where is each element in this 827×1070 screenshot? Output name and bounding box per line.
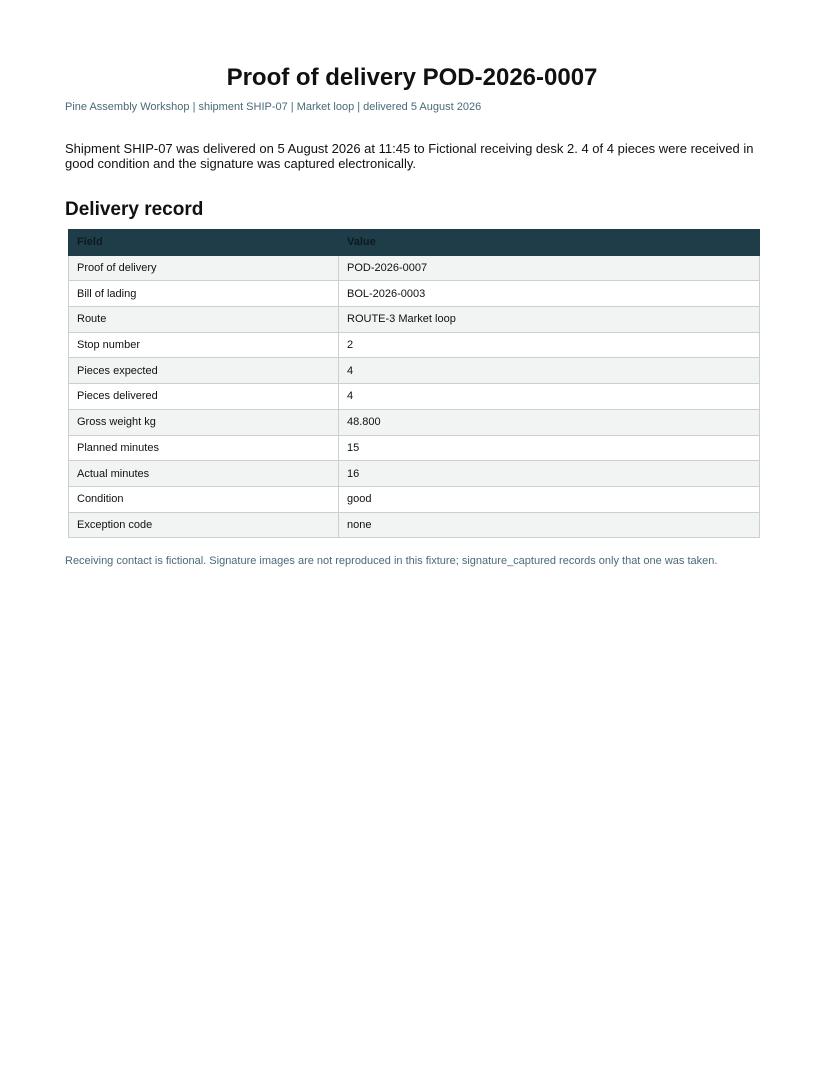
table-row xyxy=(69,307,760,333)
table-row xyxy=(69,409,760,435)
value-cell: 15 xyxy=(339,435,760,461)
value-cell: 2 xyxy=(339,332,760,358)
section-heading-delivery-record: Delivery record xyxy=(65,199,204,220)
delivery-record-table xyxy=(68,229,760,538)
field-cell: Stop number xyxy=(69,332,339,358)
table-row xyxy=(69,358,760,384)
value-cell: ROUTE-3 Market loop xyxy=(339,307,760,333)
value-cell: BOL-2026-0003 xyxy=(339,281,760,307)
value-cell: 4 xyxy=(339,358,760,384)
field-cell: Actual minutes xyxy=(69,461,339,487)
table-row xyxy=(69,461,760,487)
table-row xyxy=(69,281,760,307)
delivery-summary: Shipment SHIP-07 was delivered on 5 August 2026 at 11:45 to Fictional receiving desk 2. 4 of 4 pieces were received in good condition and the signature was captured electronically. xyxy=(65,141,754,171)
value-cell: 16 xyxy=(339,461,760,487)
field-cell: Route xyxy=(69,307,339,333)
table-row xyxy=(69,332,760,358)
field-cell: Exception code xyxy=(69,512,339,538)
field-cell: Gross weight kg xyxy=(69,409,339,435)
value-cell: POD-2026-0007 xyxy=(339,255,760,281)
field-cell: Planned minutes xyxy=(69,435,339,461)
table-row xyxy=(69,384,760,410)
table-header-row xyxy=(69,230,760,256)
footnote: Receiving contact is fictional. Signature images are not reproduced in this fixture; signature_captured records only that one was taken. xyxy=(65,555,718,567)
value-cell: 48.800 xyxy=(339,409,760,435)
field-cell: Bill of lading xyxy=(69,281,339,307)
document-meta-line: Pine Assembly Workshop | shipment SHIP-07 | Market loop | delivered 5 August 2026 xyxy=(65,101,482,113)
column-header-value: Value xyxy=(339,230,760,256)
field-cell: Proof of delivery xyxy=(69,255,339,281)
value-cell: good xyxy=(339,486,760,512)
value-cell: none xyxy=(339,512,760,538)
table-row xyxy=(69,255,760,281)
table-row xyxy=(69,512,760,538)
field-cell: Pieces delivered xyxy=(69,384,339,410)
field-cell: Condition xyxy=(69,486,339,512)
column-header-field: Field xyxy=(69,230,339,256)
table-row xyxy=(69,435,760,461)
field-cell: Pieces expected xyxy=(69,358,339,384)
table-row xyxy=(69,486,760,512)
page-title: Proof of delivery POD-2026-0007 xyxy=(226,64,598,91)
value-cell: 4 xyxy=(339,384,760,410)
